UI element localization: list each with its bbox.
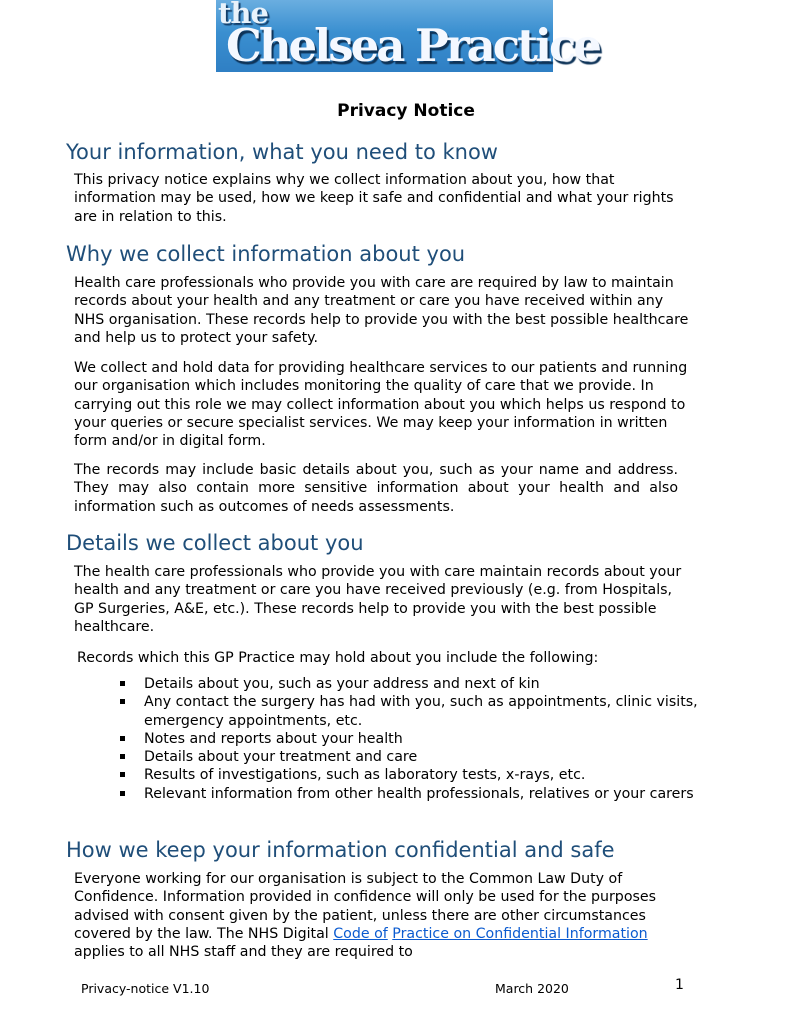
logo-name-text: Chelsea Practice: [226, 19, 600, 72]
list-item-text: Results of investigations, such as laboratory tests, x-rays, etc.: [144, 767, 586, 784]
list-item-text: Details about your treatment and care: [144, 749, 418, 766]
list-item: [120, 693, 700, 730]
paragraph-why-collect-1: Health care professionals who provide you with care are required by law to maintain records about your health and any treatment or care you have received within any NHS organisation. These records help to provide you with the best possible healthcare and help us to protect your safety.: [74, 275, 689, 346]
paragraph-details-1: The health care professionals who provide you with care maintain records about your health and any treatment or care you have received previously (e.g. from Hospitals, GP Surgeries, A&E, etc.). These records help to provide you with the best possible healthcare.: [74, 564, 682, 635]
page-number: 1: [675, 977, 684, 993]
list-item: [120, 748, 700, 766]
bullet-icon: [120, 791, 125, 796]
paragraph-why-collect-3: The records may include basic details about you, such as your name and address. They may also contain more sensitive information about your health and also information such as outcomes of needs assessments.: [74, 462, 678, 515]
footer-document-version: Privacy-notice V1.10: [81, 981, 210, 996]
footer-date: March 2020: [495, 981, 569, 996]
list-item: [120, 730, 700, 748]
practice-logo: [216, 0, 600, 72]
list-item: [120, 675, 700, 693]
logo-the-text: the: [218, 0, 268, 30]
confidentiality-text: Everyone working for our organisation is subject to the Common Law Duty of Confidence. Information provided in confidence will only be used for the purposes advised with consent given by the patient, unless there are other circumstances covered by the law. The NHS Digital: [74, 871, 657, 942]
list-item-text: Notes and reports about your health: [144, 730, 403, 747]
bullet-icon: [120, 754, 125, 759]
list-item-text: Details about you, such as your address and next of kin: [144, 676, 540, 692]
list-item-text: Any contact the surgery has had with you, such as appointments, clinic visits, emergency appointments, etc.: [144, 694, 698, 729]
code-of-practice-link[interactable]: Code of: [333, 925, 388, 942]
section-heading-confidential-safe: How we keep your information confidential and safe: [66, 838, 615, 862]
paragraph-records-intro: Records which this GP Practice may hold about you include the following:: [77, 650, 599, 666]
practice-on-confidential-information-link[interactable]: Practice on Confidential Information: [392, 925, 648, 942]
bullet-icon: [120, 736, 125, 741]
section-heading-why-we-collect: Why we collect information about you: [66, 242, 466, 266]
list-item-text: Relevant information from other health professionals, relatives or your carers: [144, 785, 694, 802]
section-heading-your-information: Your information, what you need to know: [66, 140, 498, 164]
document-title: Privacy Notice: [337, 101, 475, 121]
section-heading-details-we-collect: Details we collect about you: [66, 531, 364, 555]
list-item: [120, 766, 700, 784]
bullet-icon: [120, 772, 125, 777]
confidentiality-text-tail: applies to all NHS staff and they are required to: [74, 944, 413, 961]
paragraph-privacy-intro: This privacy notice explains why we collect information about you, how that information may be used, how we keep it safe and confidential and what your rights are in relation to this.: [74, 172, 674, 225]
bullet-icon: [120, 681, 125, 686]
bullet-icon: [120, 699, 125, 704]
records-list: [120, 675, 700, 803]
paragraph-why-collect-2: We collect and hold data for providing healthcare services to our patients and running our organisation which includes monitoring the quality of care that we provide. In carrying out this role we may collect information about you which helps us respond to your queries or secure specialist services. We may keep your information in written form and/or in digital form.: [74, 360, 688, 450]
paragraph-confidentiality: [74, 870, 694, 961]
list-item: [120, 785, 700, 803]
